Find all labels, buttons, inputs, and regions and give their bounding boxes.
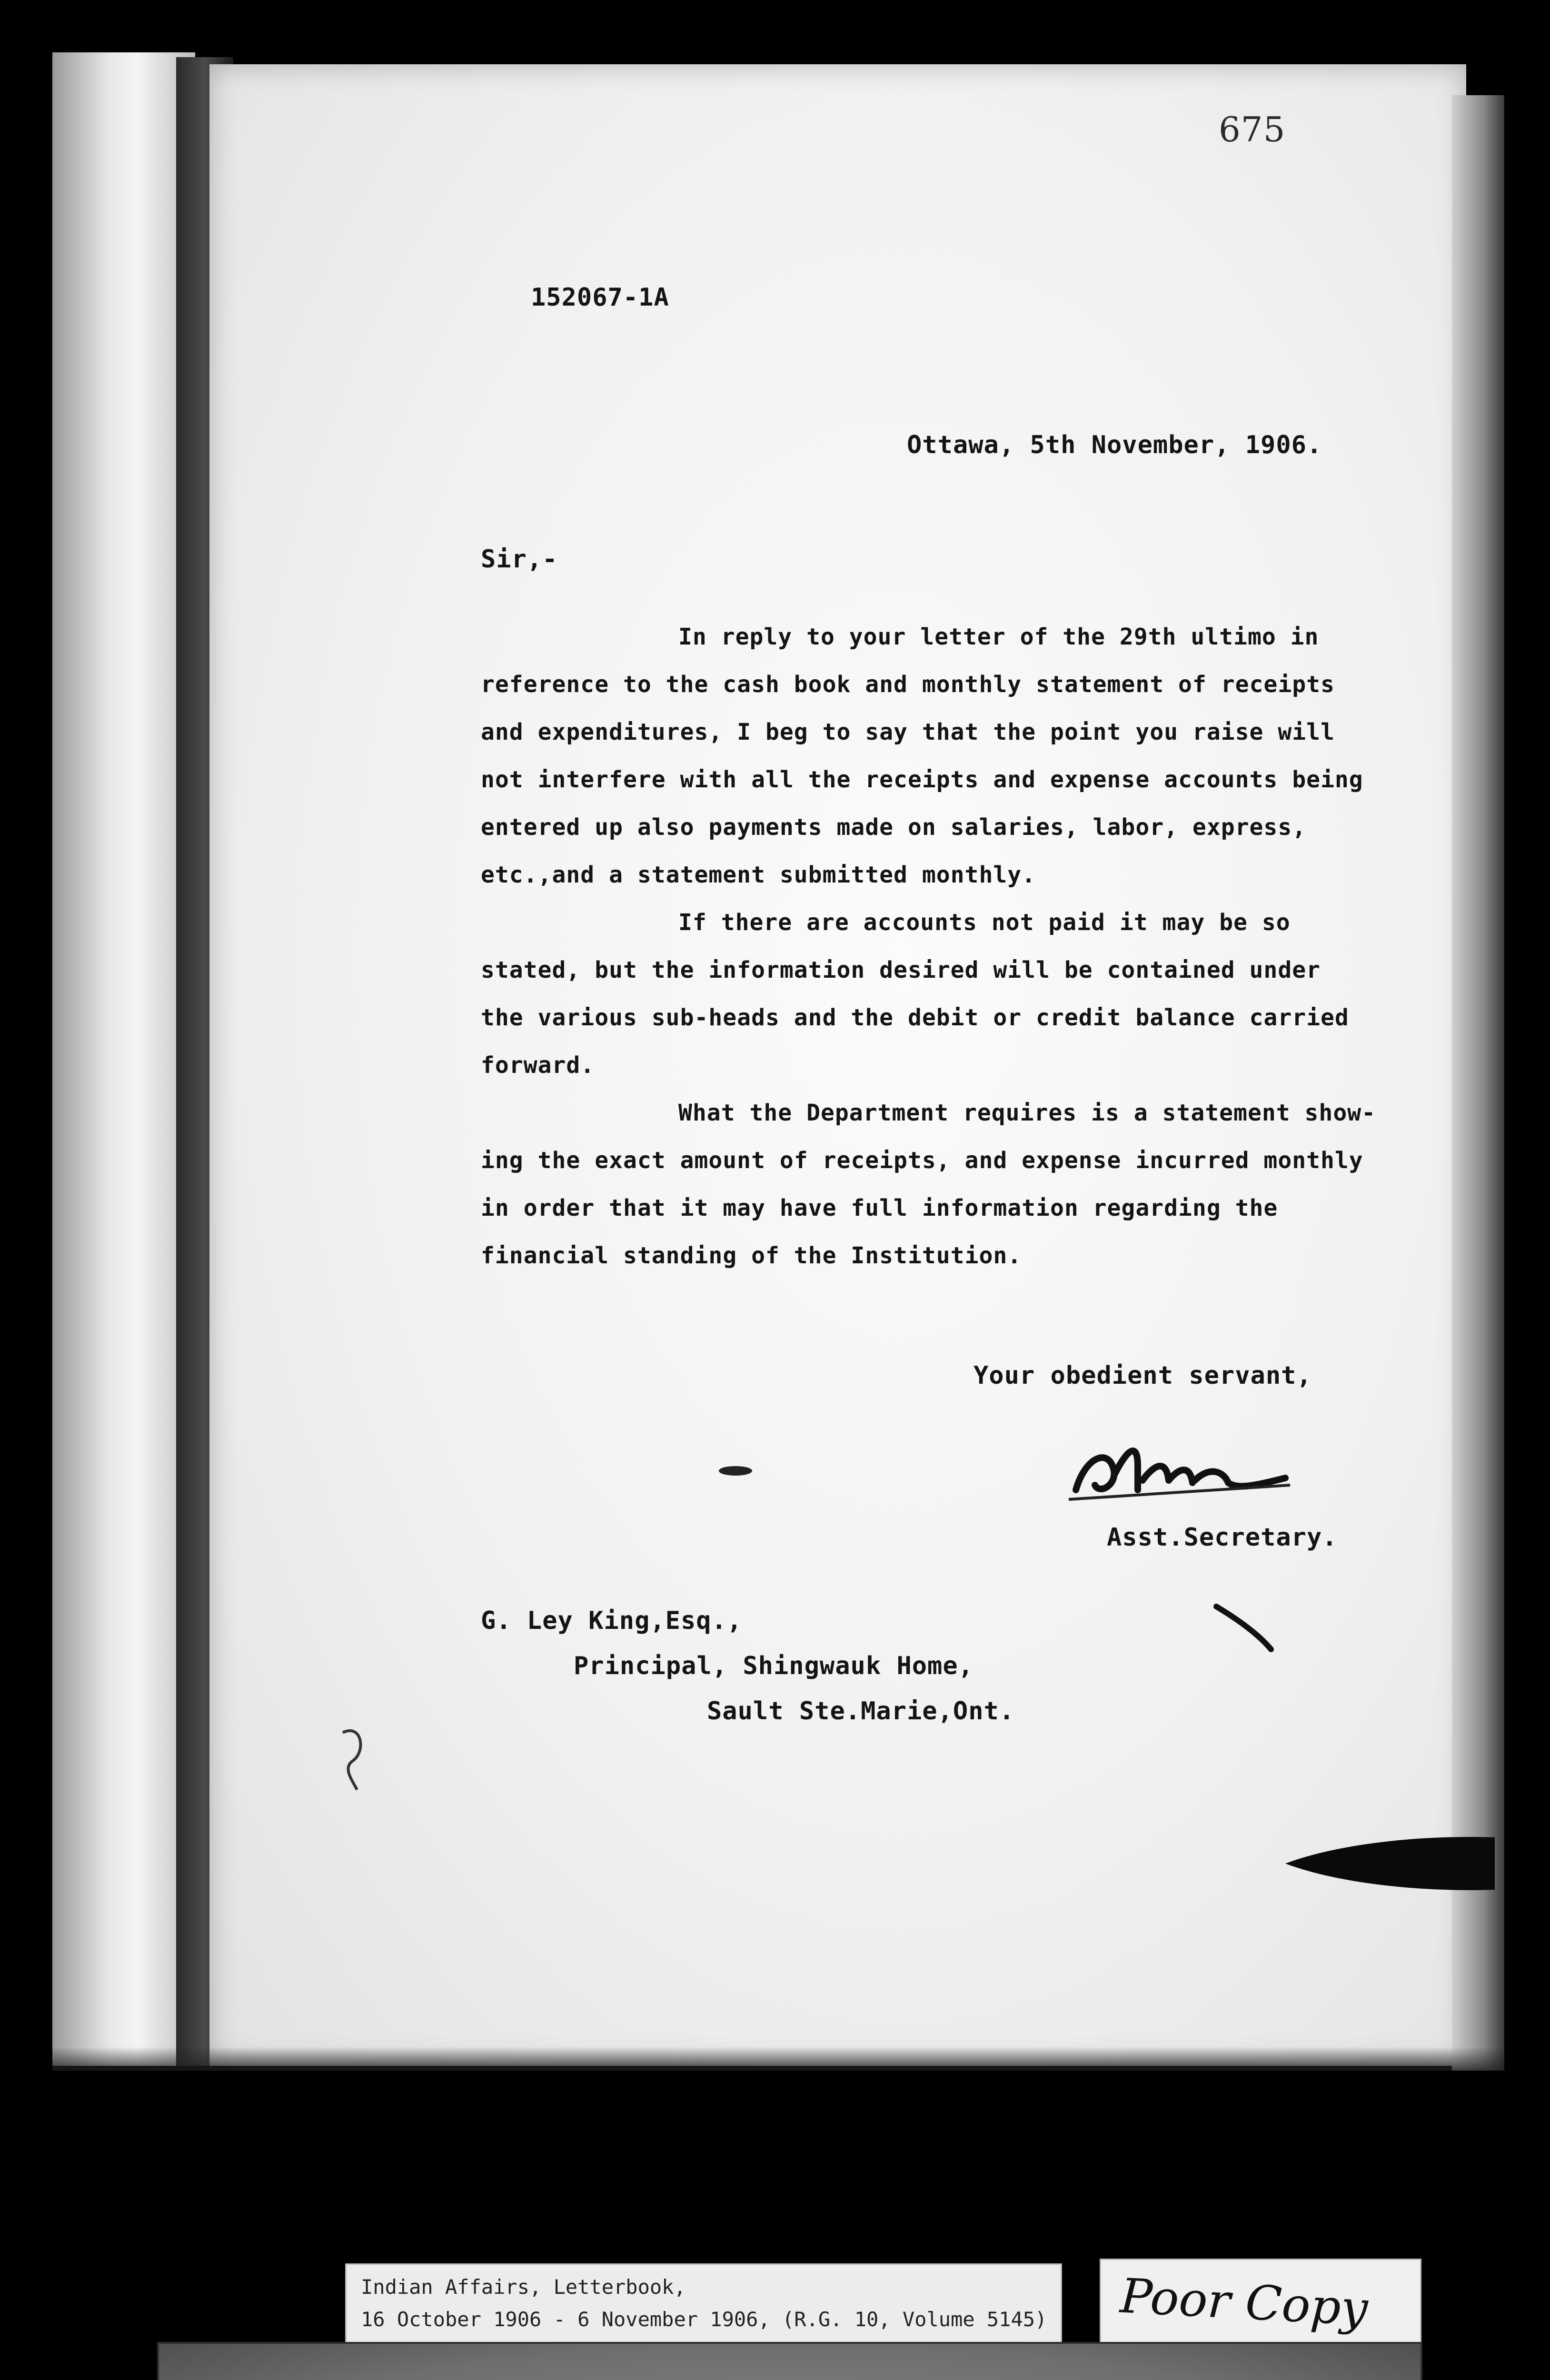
pointer-shadow: [1285, 1833, 1495, 1894]
letter-sheet: [209, 64, 1466, 2066]
body-line: entered up also payments made on salaries, labor, express,: [481, 814, 1307, 841]
file-number: 152067-1A: [531, 283, 669, 312]
body-line: the various sub-heads and the debit or credit balance carried: [481, 1004, 1349, 1031]
body-line: In reply to your letter of the 29th ultimo in: [678, 624, 1319, 650]
sheet-edge-shadow: [1452, 95, 1504, 2071]
ink-mark: [1212, 1602, 1278, 1654]
addressee-location: Sault Ste.Marie,Ont.: [707, 1697, 1015, 1726]
body-line: What the Department requires is a statement show-: [678, 1100, 1376, 1126]
page-number: 675: [1219, 109, 1286, 149]
archive-label-card: [345, 2263, 1062, 2350]
ink-blot: [714, 1461, 757, 1480]
body-line: not interfere with all the receipts and expense accounts being: [481, 766, 1363, 793]
body-line: reference to the cash book and monthly statement of receipts: [481, 671, 1335, 698]
salutation: Sir,-: [481, 545, 558, 574]
pencil-mark: [333, 1723, 371, 1795]
body-line: stated, but the information desired will be contained under: [481, 957, 1321, 983]
page-edge-strip: [52, 52, 195, 2066]
body-line: ing the exact amount of receipts, and expense incurred monthly: [481, 1147, 1363, 1174]
body-line: If there are accounts not paid it may be so: [678, 909, 1291, 936]
archives-stamp: [157, 2342, 1422, 2380]
body-line: forward.: [481, 1052, 595, 1079]
dateline: Ottawa, 5th November, 1906.: [907, 431, 1322, 459]
body-line: financial standing of the Institution.: [481, 1242, 1022, 1269]
quality-note-card: [1100, 2259, 1421, 2350]
sheet-bottom-shadow: [52, 2047, 1504, 2071]
closing: Your obedient servant,: [974, 1361, 1312, 1390]
body-line: and expenditures, I beg to say that the point you raise will: [481, 719, 1335, 745]
handwritten-signature: [1066, 1418, 1295, 1523]
body-line: in order that it may have full information regarding the: [481, 1195, 1278, 1221]
archive-label-line2: 16 October 1906 - 6 November 1906, (R.G. 10, Volume 5145): [361, 2308, 1047, 2331]
body-line: etc.,and a statement submitted monthly.: [481, 862, 1036, 888]
addressee-name: G. Ley King,Esq.,: [481, 1606, 743, 1635]
quality-note: Poor Copy: [1119, 2268, 1370, 2337]
addressee-position: Principal, Shingwauk Home,: [574, 1652, 974, 1680]
archive-label-line1: Indian Affairs, Letterbook,: [361, 2275, 686, 2299]
signatory-title: Asst.Secretary.: [1107, 1523, 1338, 1552]
